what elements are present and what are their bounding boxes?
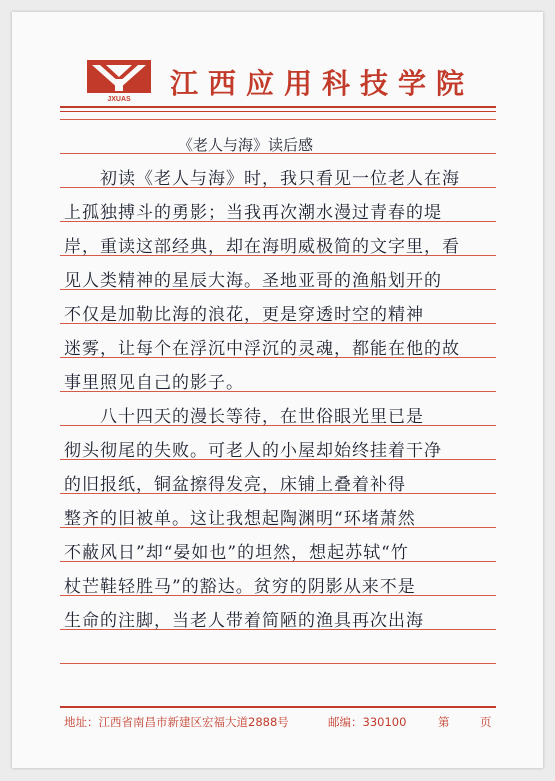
essay-line: 上孤独搏斗的勇影；当我再次潮水漫过青春的堤: [64, 203, 442, 223]
essay-line: 迷雾，让每个在浮沉中浮沉的灵魂，都能在他的故: [64, 339, 460, 359]
essay-line: 整齐的旧被单。这让我想起陶渊明“环堵萧然: [64, 509, 416, 529]
footer-postcode: 邮编：330100: [328, 715, 407, 729]
essay-line: 生命的注脚，当老人带着简陋的渔具再次出海: [64, 611, 424, 631]
footer-address: 地址：江西省南昌市新建区宏福大道2888号: [64, 715, 289, 729]
footer-rule: [60, 706, 496, 708]
header-rule-thin: [60, 111, 496, 112]
essay-line: 事里照见自己的影子。: [64, 373, 244, 393]
footer: [60, 714, 496, 736]
header-rule-thick: [60, 106, 496, 108]
school-logo: [86, 59, 152, 103]
essay-line: 不蔽风日”却“晏如也”的坦然，想起苏轼“竹: [64, 543, 409, 563]
essay-title: 《老人与海》读后感: [178, 136, 314, 154]
logo-text: JXUAS: [107, 96, 131, 103]
school-name: 江西应用科技学院: [170, 67, 475, 100]
essay-line: 岸，重读这部经典，却在海明威极简的文字里，看: [64, 237, 460, 257]
ruled-line: [60, 119, 496, 120]
footer-page-label-di: 第: [438, 715, 450, 729]
essay-line: 八十四天的漫长等待，在世俗眼光里已是: [64, 407, 424, 427]
letterhead: [12, 12, 543, 112]
essay-line: 彻头彻尾的失败。可老人的小屋却始终挂着干净: [64, 441, 442, 461]
footer-page-label-ye: 页: [480, 715, 492, 729]
essay-line: 杖芒鞋轻胜马”的豁达。贫穷的阴影从来不是: [64, 577, 416, 597]
ruled-line: [60, 663, 496, 664]
essay-line: 见人类精神的星辰大海。圣地亚哥的渔船划开的: [64, 271, 442, 291]
essay-line: 的旧报纸，铜盆擦得发亮，床铺上叠着补得: [64, 475, 406, 495]
essay-line: 不仅是加勒比海的浪花，更是穿透时空的精神: [64, 305, 424, 325]
essay-line: 初读《老人与海》时，我只看见一位老人在海: [64, 169, 460, 189]
letter-paper: [12, 12, 543, 768]
